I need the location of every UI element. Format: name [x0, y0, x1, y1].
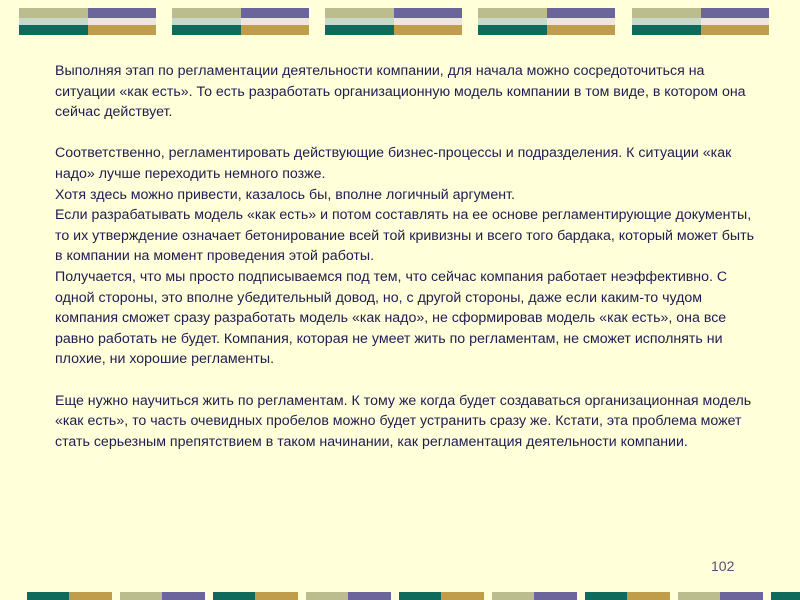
paragraph: Еще нужно научиться жить по регламентам. К тому же когда будет создаваться организационная модель «как есть», то часть очевидных пробелов можно будет устранить сразу же. Кстати, эта проблема может стать серьезным препятствием в таком начинании, как регламентация деятельности компании.: [55, 392, 752, 450]
decorative-segment: [399, 592, 441, 600]
decorative-segment: [27, 592, 69, 600]
decorative-tile: [478, 8, 615, 35]
decorative-segment: [678, 592, 720, 600]
decorative-tile: [172, 8, 309, 35]
decorative-segment: [534, 592, 577, 600]
paragraph: Соответственно, регламентировать действующие бизнес-процессы и подразделения. К ситуации «как надо» лучше переходить немного позже.: [55, 145, 732, 182]
decorative-segment: [255, 592, 298, 600]
paragraph: Получается, что мы просто подписываемся под тем, что сейчас компания работает неэффективно. С одной стороны, это вполне убедительный довод, но, с другой стороны, даже если каким-то чудом компания сможет сразу разработать модель «как надо», не сформировав модель «как есть», она все равно работать не будет. Компания, которая не умеет жить по регламентам, не сможет исполнять ни плохие, ни хорошие регламенты.: [55, 268, 728, 368]
page-number: 102: [711, 558, 735, 574]
decorative-segment: [348, 592, 391, 600]
decorative-segment: [69, 592, 112, 600]
decorative-segment: [627, 592, 670, 600]
decorative-segment: [441, 592, 484, 600]
slide-body-text: [55, 61, 755, 452]
decorative-tile: [632, 8, 769, 35]
decorative-segment: [162, 592, 205, 600]
decorative-segment: [585, 592, 627, 600]
paragraph-spacer: [55, 370, 755, 391]
paragraph: Если разрабатывать модель «как есть» и потом составлять на ее основе регламентирующие документы, то их утверждение означает бетонирование всей той кривизны и всего того бардака, который может быть в компании на момент проведения этой работы.: [55, 207, 754, 265]
decorative-tile: [325, 8, 462, 35]
decorative-tile: [19, 8, 156, 35]
decorative-segment: [213, 592, 255, 600]
decorative-segment: [771, 592, 800, 600]
paragraph: Выполняя этап по регламентации деятельности компании, для начала можно сосредоточиться на ситуации «как есть». То есть разработать организационную модель компании в том виде, в котором она сейчас действует.: [55, 63, 746, 121]
decorative-segment: [720, 592, 763, 600]
decorative-segment: [306, 592, 348, 600]
top-decorative-border: [0, 0, 800, 36]
decorative-segment: [120, 592, 162, 600]
bottom-decorative-border: [0, 592, 800, 600]
paragraph-spacer: [55, 123, 755, 144]
decorative-segment: [492, 592, 534, 600]
paragraph: Хотя здесь можно привести, казалось бы, вполне логичный аргумент.: [55, 186, 515, 203]
